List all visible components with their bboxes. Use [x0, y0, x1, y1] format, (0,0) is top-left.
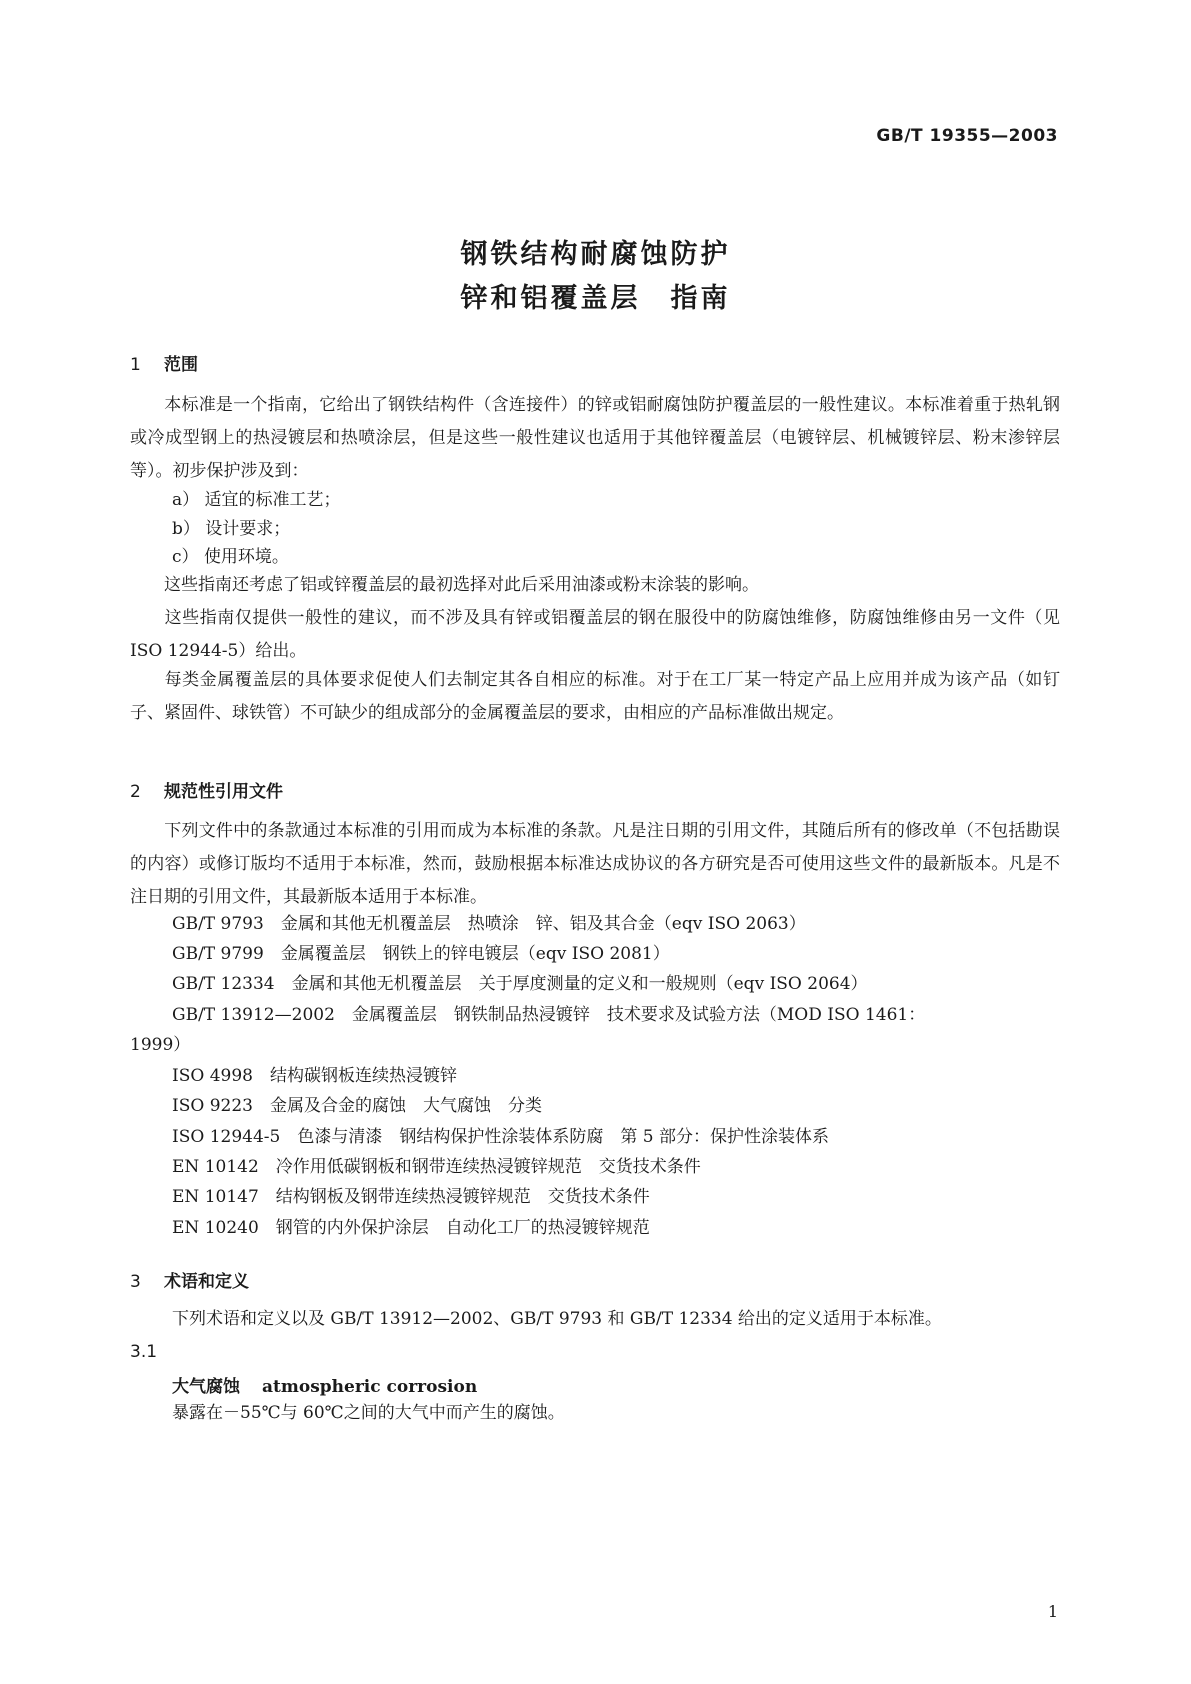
- document-title-line2: 锌和铝覆盖层 指南: [460, 283, 731, 314]
- section-3-heading: [130, 1267, 249, 1292]
- scope-paragraph-1: [130, 389, 1060, 488]
- subclause-number: 3.1: [130, 1342, 158, 1362]
- reference-item: [172, 974, 868, 994]
- reference-title: 结构钢板及钢带连续热浸镀锌规范 交货技术条件: [275, 1187, 650, 1207]
- scope-paragraph-2: [130, 569, 1060, 602]
- section-title: 规范性引用文件: [164, 782, 283, 802]
- reference-code: ISO 9223: [172, 1096, 253, 1116]
- reference-item: [172, 1096, 542, 1116]
- definitions-intro: 下列术语和定义以及 GB/T 13912—2002、GB/T 9793 和 GB/T 12334 给出的定义适用于本标准。: [172, 1309, 942, 1329]
- reference-title: 金属覆盖层 钢铁制品热浸镀锌 技术要求及试验方法（MOD ISO 1461：: [351, 1005, 926, 1025]
- reference-title: 冷作用低碳钢板和钢带连续热浸镀锌规范 交货技术条件: [275, 1157, 701, 1177]
- section-1-heading: [130, 350, 198, 375]
- reference-continuation: 1999）: [130, 1035, 191, 1055]
- term-chinese: 大气腐蚀: [172, 1377, 240, 1397]
- term-entry: [172, 1372, 477, 1397]
- references-intro: [130, 815, 1060, 914]
- scope-paragraph-4: [130, 664, 1060, 730]
- term-english: atmospheric corrosion: [262, 1377, 478, 1397]
- list-marker: b）: [172, 519, 200, 539]
- list-text: 适宜的标准工艺；: [204, 490, 341, 510]
- list-item-c: [172, 547, 289, 567]
- reference-title: 金属和其他无机覆盖层 关于厚度测量的定义和一般规则（eqv ISO 2064）: [291, 974, 868, 994]
- reference-code: EN 10142: [172, 1157, 259, 1177]
- list-text: 使用环境。: [203, 547, 289, 567]
- reference-item: [172, 1218, 650, 1238]
- section-2-heading: [130, 777, 283, 802]
- reference-title: 金属覆盖层 钢铁上的锌电镀层（eqv ISO 2081）: [280, 944, 670, 964]
- scope-paragraph-3: [130, 602, 1060, 668]
- reference-code: GB/T 12334: [172, 974, 275, 994]
- reference-item: [172, 1187, 650, 1207]
- section-number: 2: [130, 782, 141, 802]
- standard-code: GB/T 19355—2003: [876, 126, 1058, 146]
- reference-item: [172, 1066, 457, 1086]
- reference-code: GB/T 9799: [172, 944, 264, 964]
- page-number: 1: [1047, 1602, 1058, 1621]
- section-title: 范围: [164, 355, 198, 375]
- reference-item: [172, 1127, 829, 1147]
- reference-code: EN 10240: [172, 1218, 259, 1238]
- reference-item: [172, 1005, 925, 1025]
- reference-code: GB/T 9793: [172, 914, 264, 934]
- reference-code: ISO 12944-5: [172, 1127, 281, 1147]
- paragraph-text: 下列文件中的条款通过本标准的引用而成为本标准的条款。凡是注日期的引用文件，其随后所有的修改单（不包括勘误的内容）或修订版均不适用于本标准，然而，鼓励根据本标准达成协议的各方研究是否可使用这些文件的最新版本。凡是不注日期的引用文件，其最新版本适用于本标准。: [130, 821, 1060, 907]
- reference-code: ISO 4998: [172, 1066, 253, 1086]
- reference-title: 金属及合金的腐蚀 大气腐蚀 分类: [269, 1096, 542, 1116]
- section-number: 3: [130, 1272, 141, 1292]
- reference-title: 钢管的内外保护涂层 自动化工厂的热浸镀锌规范: [275, 1218, 650, 1238]
- paragraph-text: 这些指南还考虑了铝或锌覆盖层的最初选择对此后采用油漆或粉末涂装的影响。: [164, 575, 759, 595]
- paragraph-text: 这些指南仅提供一般性的建议，而不涉及具有锌或铝覆盖层的钢在服役中的防腐蚀维修，防腐蚀维修由另一文件（见 ISO 12944-5）给出。: [130, 608, 1060, 661]
- section-number: 1: [130, 355, 141, 375]
- list-marker: c）: [172, 547, 199, 567]
- reference-title: 金属和其他无机覆盖层 热喷涂 锌、铝及其合金（eqv ISO 2063）: [280, 914, 806, 934]
- reference-item: [172, 944, 670, 964]
- reference-code: GB/T 13912—2002: [172, 1005, 335, 1025]
- list-item-a: [172, 490, 341, 510]
- paragraph-text: 本标准是一个指南，它给出了钢铁结构件（含连接件）的锌或铝耐腐蚀防护覆盖层的一般性建议。本标准着重于热轧钢或冷成型钢上的热浸镀层和热喷涂层，但是这些一般性建议也适用于其他锌覆盖层（电镀锌层、机械镀锌层、粉末渗锌层等）。初步保护涉及到：: [130, 395, 1060, 481]
- term-definition: 暴露在－55℃与 60℃之间的大气中而产生的腐蚀。: [172, 1403, 565, 1423]
- reference-title: 色漆与清漆 钢结构保护性涂装体系防腐 第 5 部分：保护性涂装体系: [297, 1127, 829, 1147]
- paragraph-text: 每类金属覆盖层的具体要求促使人们去制定其各自相应的标准。对于在工厂某一特定产品上应用并成为该产品（如钉子、紧固件、球铁管）不可缺少的组成部分的金属覆盖层的要求，由相应的产品标准做出规定。: [130, 670, 1060, 723]
- document-title-line1: 钢铁结构耐腐蚀防护: [460, 239, 731, 270]
- list-text: 设计要求；: [205, 519, 291, 539]
- reference-title: 结构碳钢板连续热浸镀锌: [269, 1066, 457, 1086]
- list-marker: a）: [172, 490, 200, 510]
- section-title: 术语和定义: [164, 1272, 249, 1292]
- reference-code: EN 10147: [172, 1187, 259, 1207]
- list-item-b: [172, 519, 290, 539]
- reference-item: [172, 1157, 701, 1177]
- reference-item: [172, 914, 806, 934]
